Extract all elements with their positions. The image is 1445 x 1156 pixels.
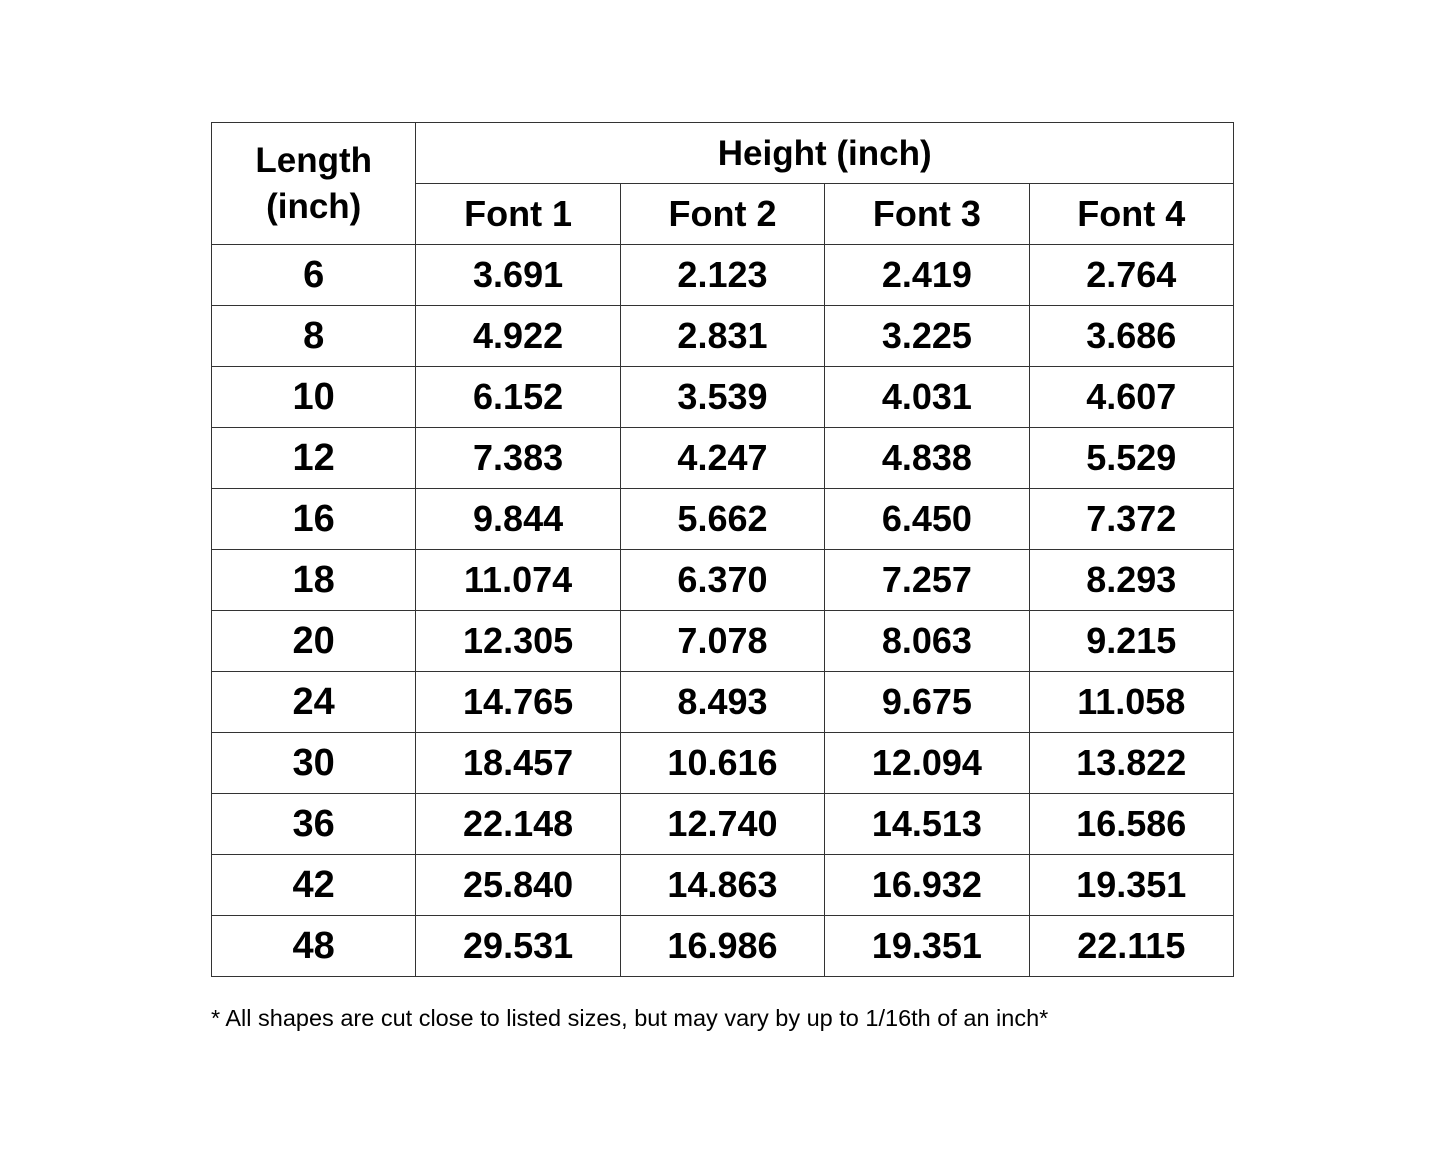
height-cell: 9.675: [825, 672, 1029, 733]
table-row: [212, 916, 1234, 977]
table-row: [212, 367, 1234, 428]
height-cell: 7.257: [825, 550, 1029, 611]
length-cell: 16: [212, 489, 416, 550]
length-column-header: [212, 123, 416, 245]
height-cell: 4.031: [825, 367, 1029, 428]
table-row: [212, 245, 1234, 306]
height-cell: 18.457: [416, 733, 620, 794]
length-cell: 20: [212, 611, 416, 672]
table-row: [212, 306, 1234, 367]
height-cell: 8.493: [620, 672, 824, 733]
font-1-header: Font 1: [416, 184, 620, 245]
height-cell: 4.607: [1029, 367, 1233, 428]
size-variance-footnote: * All shapes are cut close to listed sizes, but may vary by up to 1/16th of an inch*: [211, 1005, 1049, 1031]
height-cell: 16.586: [1029, 794, 1233, 855]
length-cell: 8: [212, 306, 416, 367]
font-3-header: Font 3: [825, 184, 1029, 245]
height-cell: 4.838: [825, 428, 1029, 489]
height-cell: 7.078: [620, 611, 824, 672]
size-chart-table: [211, 122, 1234, 977]
table-row: [212, 611, 1234, 672]
height-cell: 9.215: [1029, 611, 1233, 672]
height-cell: 16.932: [825, 855, 1029, 916]
length-cell: 10: [212, 367, 416, 428]
table-row: [212, 672, 1234, 733]
length-cell: 18: [212, 550, 416, 611]
table-row: [212, 855, 1234, 916]
height-cell: 12.094: [825, 733, 1029, 794]
table-header: [212, 123, 1234, 245]
height-cell: 6.370: [620, 550, 824, 611]
height-cell: 10.616: [620, 733, 824, 794]
height-cell: 22.148: [416, 794, 620, 855]
table-body: [212, 245, 1234, 977]
height-cell: 25.840: [416, 855, 620, 916]
height-cell: 12.740: [620, 794, 824, 855]
height-cell: 14.863: [620, 855, 824, 916]
height-cell: 5.662: [620, 489, 824, 550]
height-cell: 3.225: [825, 306, 1029, 367]
height-cell: 2.831: [620, 306, 824, 367]
table-row: [212, 550, 1234, 611]
height-cell: 4.247: [620, 428, 824, 489]
length-cell: 48: [212, 916, 416, 977]
height-cell: 7.372: [1029, 489, 1233, 550]
height-cell: 12.305: [416, 611, 620, 672]
height-cell: 14.765: [416, 672, 620, 733]
height-cell: 29.531: [416, 916, 620, 977]
length-cell: 36: [212, 794, 416, 855]
height-cell: 3.539: [620, 367, 824, 428]
height-cell: 16.986: [620, 916, 824, 977]
height-cell: 19.351: [825, 916, 1029, 977]
length-cell: 42: [212, 855, 416, 916]
height-cell: 5.529: [1029, 428, 1233, 489]
height-cell: 3.691: [416, 245, 620, 306]
height-cell: 22.115: [1029, 916, 1233, 977]
height-group-header: Height (inch): [416, 123, 1234, 184]
height-cell: 8.063: [825, 611, 1029, 672]
height-cell: 11.058: [1029, 672, 1233, 733]
height-cell: 2.764: [1029, 245, 1233, 306]
length-header-line1: Length: [255, 141, 373, 180]
table-row: [212, 733, 1234, 794]
height-cell: 11.074: [416, 550, 620, 611]
height-cell: 4.922: [416, 306, 620, 367]
table-row: [212, 428, 1234, 489]
height-cell: 19.351: [1029, 855, 1233, 916]
length-cell: 30: [212, 733, 416, 794]
height-cell: 14.513: [825, 794, 1029, 855]
height-cell: 13.822: [1029, 733, 1233, 794]
length-cell: 6: [212, 245, 416, 306]
height-cell: 2.419: [825, 245, 1029, 306]
header-row-top: [212, 123, 1234, 184]
length-header-line2: (inch): [266, 186, 362, 226]
font-4-header: Font 4: [1029, 184, 1233, 245]
height-cell: 6.152: [416, 367, 620, 428]
height-cell: 3.686: [1029, 306, 1233, 367]
font-2-header: Font 2: [620, 184, 824, 245]
height-cell: 9.844: [416, 489, 620, 550]
length-cell: 24: [212, 672, 416, 733]
table-row: [212, 794, 1234, 855]
length-cell: 12: [212, 428, 416, 489]
height-cell: 6.450: [825, 489, 1029, 550]
table-row: [212, 489, 1234, 550]
height-cell: 2.123: [620, 245, 824, 306]
height-cell: 7.383: [416, 428, 620, 489]
height-cell: 8.293: [1029, 550, 1233, 611]
